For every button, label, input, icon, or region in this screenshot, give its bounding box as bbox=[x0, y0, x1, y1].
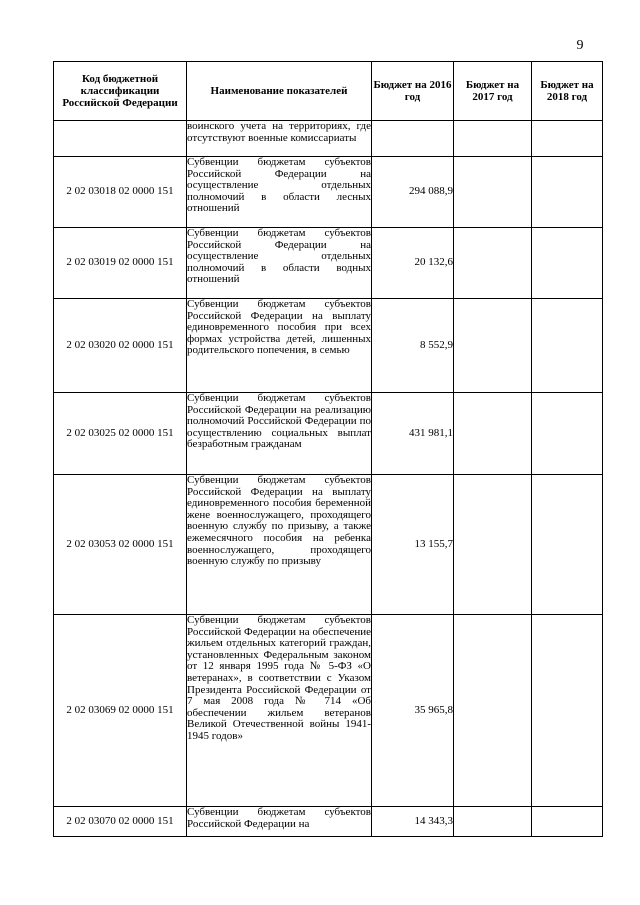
cell-budget-2016: 14 343,3 bbox=[372, 807, 454, 837]
cell-budget-2018 bbox=[532, 393, 603, 475]
cell-budget-2017 bbox=[454, 157, 532, 228]
cell-name bbox=[187, 615, 372, 807]
table-row bbox=[54, 615, 603, 807]
header-budget-2017: Бюджет на 2017 год bbox=[454, 62, 532, 121]
cell-name-text: Субвенции бюджетам субъектов Российской Федерации на обеспечение жильем отдельных категорий граждан, установленных Федеральным законом от 12 января 1995 года № 5-ФЗ «О ветеранах», в соответствии с Указом Президента Российской Федерации от 7 мая 2008 года № 714 «Об обеспечении жильем ветеранов Великой Отечественной войны 1941-1945 годов» bbox=[187, 614, 371, 742]
cell-budget-2018 bbox=[532, 157, 603, 228]
cell-name-text: Субвенции бюджетам субъектов Российской Федерации на осуществление отдельных полномочий в области лесных отношений bbox=[187, 156, 371, 215]
cell-name bbox=[187, 475, 372, 615]
cell-name bbox=[187, 299, 372, 393]
header-code: Код бюджетной классификации Российской Федерации bbox=[54, 62, 187, 121]
cell-name-text: Субвенции бюджетам субъектов Российской Федерации на выплату единовременного пособия при всех формах устройства детей, лишенных родительского попечения, в семью bbox=[187, 298, 371, 357]
cell-budget-2018 bbox=[532, 807, 603, 837]
page-number: 9 bbox=[576, 38, 584, 53]
cell-name-text: Субвенции бюджетам субъектов Российской Федерации на осуществление отдельных полномочий в области водных отношений bbox=[187, 227, 371, 286]
table-row bbox=[54, 299, 603, 393]
cell-code: 2 02 03019 02 0000 151 bbox=[54, 228, 187, 299]
cell-budget-2016 bbox=[372, 121, 454, 157]
cell-budget-2018 bbox=[532, 121, 603, 157]
table-row bbox=[54, 475, 603, 615]
cell-name-text: воинского учета на территориях, где отсутствуют военные комиссариаты bbox=[187, 120, 371, 144]
cell-code: 2 02 03018 02 0000 151 bbox=[54, 157, 187, 228]
cell-budget-2017 bbox=[454, 807, 532, 837]
cell-code: 2 02 03020 02 0000 151 bbox=[54, 299, 187, 393]
cell-name-text: Субвенции бюджетам субъектов Российской Федерации на bbox=[187, 806, 371, 830]
cell-budget-2018 bbox=[532, 228, 603, 299]
cell-budget-2017 bbox=[454, 393, 532, 475]
cell-budget-2016: 35 965,8 bbox=[372, 615, 454, 807]
cell-name bbox=[187, 807, 372, 837]
cell-budget-2018 bbox=[532, 475, 603, 615]
cell-budget-2018 bbox=[532, 299, 603, 393]
cell-name bbox=[187, 121, 372, 157]
table-row bbox=[54, 228, 603, 299]
header-name: Наименование показателей bbox=[187, 62, 372, 121]
cell-budget-2017 bbox=[454, 228, 532, 299]
cell-budget-2016: 13 155,7 bbox=[372, 475, 454, 615]
cell-budget-2017 bbox=[454, 615, 532, 807]
cell-code: 2 02 03070 02 0000 151 bbox=[54, 807, 187, 837]
cell-code: 2 02 03053 02 0000 151 bbox=[54, 475, 187, 615]
header-budget-2016: Бюджет на 2016 год bbox=[372, 62, 454, 121]
cell-name-text: Субвенции бюджетам субъектов Российской Федерации на выплату единовременного пособия беременной жене военнослужащего, проходящего военную службу по призыву, а также ежемесячного пособия на ребенка военнослужащего, проходящего военную службу по призыву bbox=[187, 474, 371, 568]
cell-code bbox=[54, 121, 187, 157]
budget-table bbox=[53, 61, 603, 837]
header-budget-2018: Бюджет на 2018 год bbox=[532, 62, 603, 121]
cell-budget-2018 bbox=[532, 615, 603, 807]
cell-code: 2 02 03069 02 0000 151 bbox=[54, 615, 187, 807]
cell-budget-2017 bbox=[454, 299, 532, 393]
cell-budget-2016: 431 981,1 bbox=[372, 393, 454, 475]
cell-budget-2017 bbox=[454, 121, 532, 157]
cell-budget-2016: 294 088,9 bbox=[372, 157, 454, 228]
cell-name bbox=[187, 393, 372, 475]
table-row bbox=[54, 393, 603, 475]
table-row bbox=[54, 121, 603, 157]
cell-name bbox=[187, 228, 372, 299]
cell-budget-2017 bbox=[454, 475, 532, 615]
cell-name-text: Субвенции бюджетам субъектов Российской Федерации на реализацию полномочий Российской Федерации по осуществлению социальных выплат безработным гражданам bbox=[187, 392, 371, 451]
table-header-row bbox=[54, 62, 603, 121]
table-row bbox=[54, 807, 603, 837]
cell-budget-2016: 8 552,9 bbox=[372, 299, 454, 393]
cell-budget-2016: 20 132,6 bbox=[372, 228, 454, 299]
table-row bbox=[54, 157, 603, 228]
cell-code: 2 02 03025 02 0000 151 bbox=[54, 393, 187, 475]
cell-name bbox=[187, 157, 372, 228]
